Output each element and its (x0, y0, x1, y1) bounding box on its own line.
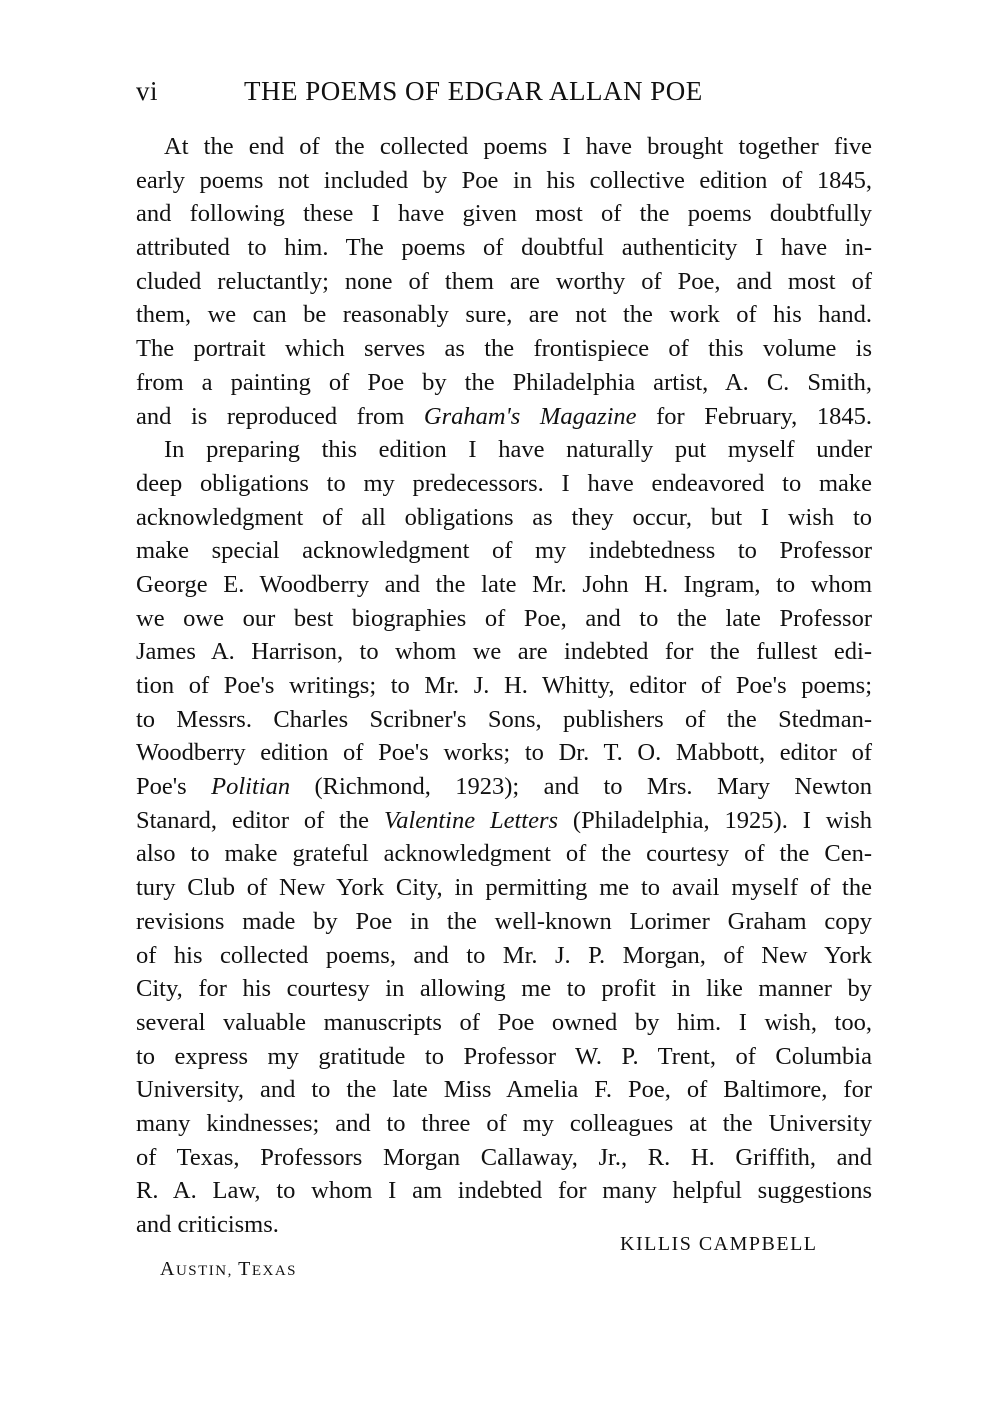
text-line: attributed to him. The poems of doubtful authenticity I have in- (136, 234, 872, 262)
body-text (136, 130, 872, 1242)
text-line: tury Club of New York City, in permitting me to avail myself of the (136, 874, 872, 902)
text-line: several valuable manuscripts of Poe owned by him. I wish, too, (136, 1008, 872, 1036)
text-line: cluded reluctantly; none of them are worthy of Poe, and most of (136, 267, 872, 295)
text-line: revisions made by Poe in the well-known Lorimer Graham copy (136, 907, 872, 935)
text-line: University, and to the late Miss Amelia F. Poe, of Baltimore, for (136, 1076, 872, 1104)
text-line: James A. Harrison, to whom we are indebted for the fullest edi- (136, 638, 872, 666)
text-line: to express my gratitude to Professor W. P. Trent, of Columbia (136, 1042, 872, 1070)
text-run: for February, 1845. (636, 402, 872, 430)
text-run: and is reproduced from (136, 402, 424, 430)
text-line: The portrait which serves as the frontispiece of this volume is (136, 335, 872, 363)
text-line: deep obligations to my predecessors. I have endeavored to make (136, 469, 872, 497)
italic-title: Politian (211, 773, 291, 801)
text-line: In preparing this edition I have naturally put myself under (164, 436, 872, 464)
text-line: make special acknowledgment of my indebtedness to Professor (136, 537, 872, 565)
page-number: vi (136, 76, 159, 106)
text-line: we owe our best biographies of Poe, and to the late Professor (136, 604, 872, 632)
text-run: (Philadelphia, 1925). I wish (558, 806, 873, 834)
text-line: and following these I have given most of the poems doubtfully (136, 200, 872, 228)
text-run: Poe's (136, 773, 212, 801)
running-title: THE POEMS OF EDGAR ALLAN POE (244, 76, 703, 106)
text-line: from a painting of Poe by the Philadelphia artist, A. C. Smith, (136, 368, 872, 396)
text-line: City, for his courtesy in allowing me to profit in like manner by (136, 975, 872, 1003)
text-line: to Messrs. Charles Scribner's Sons, publishers of the Stedman- (136, 705, 872, 733)
text-line: of his collected poems, and to Mr. J. P. Morgan, of New York (136, 941, 872, 969)
text-line: tion of Poe's writings; to Mr. J. H. Whitty, editor of Poe's poems; (136, 672, 872, 699)
text-run: Stanard, editor of the (136, 806, 384, 834)
text-line: them, we can be reasonably sure, are not the work of his hand. (136, 301, 872, 329)
place-initial: T (238, 1258, 252, 1280)
place-rest: EXAS (251, 1263, 298, 1279)
place-line (160, 1258, 297, 1281)
text-line: acknowledgment of all obligations as they occur, but I wish to (136, 503, 872, 531)
text-line: Woodberry edition of Poe's works; to Dr. T. O. Mabbott, editor of (136, 739, 872, 767)
text-line: also to make grateful acknowledgment of the courtesy of the Cen- (136, 840, 872, 868)
text-line: At the end of the collected poems I have brought together five (164, 133, 872, 160)
author-signature: KILLIS CAMPBELL (620, 1233, 818, 1255)
text-line (136, 770, 872, 804)
place-rest: USTIN, (175, 1263, 239, 1279)
text-line: of Texas, Professors Morgan Callaway, Jr., R. H. Griffith, and (136, 1143, 872, 1171)
italic-title: Graham's Magazine (423, 402, 637, 430)
text-line: George E. Woodberry and the late Mr. John H. Ingram, to whom (136, 570, 872, 598)
text-line: many kindnesses; and to three of my colleagues at the University (136, 1109, 872, 1137)
text-line: early poems not included by Poe in his collective edition of 1845, (136, 166, 872, 194)
text-line (136, 804, 872, 838)
text-line: R. A. Law, to whom I am indebted for many helpful suggestions (136, 1177, 872, 1205)
place-initial: A (160, 1258, 176, 1280)
text-line: and criticisms. (136, 1211, 279, 1238)
italic-title: Valentine Letters (383, 806, 559, 834)
text-line (136, 400, 872, 434)
text-run: (Richmond, 1923); and to Mrs. Mary Newton (290, 773, 873, 801)
running-head (136, 76, 876, 116)
